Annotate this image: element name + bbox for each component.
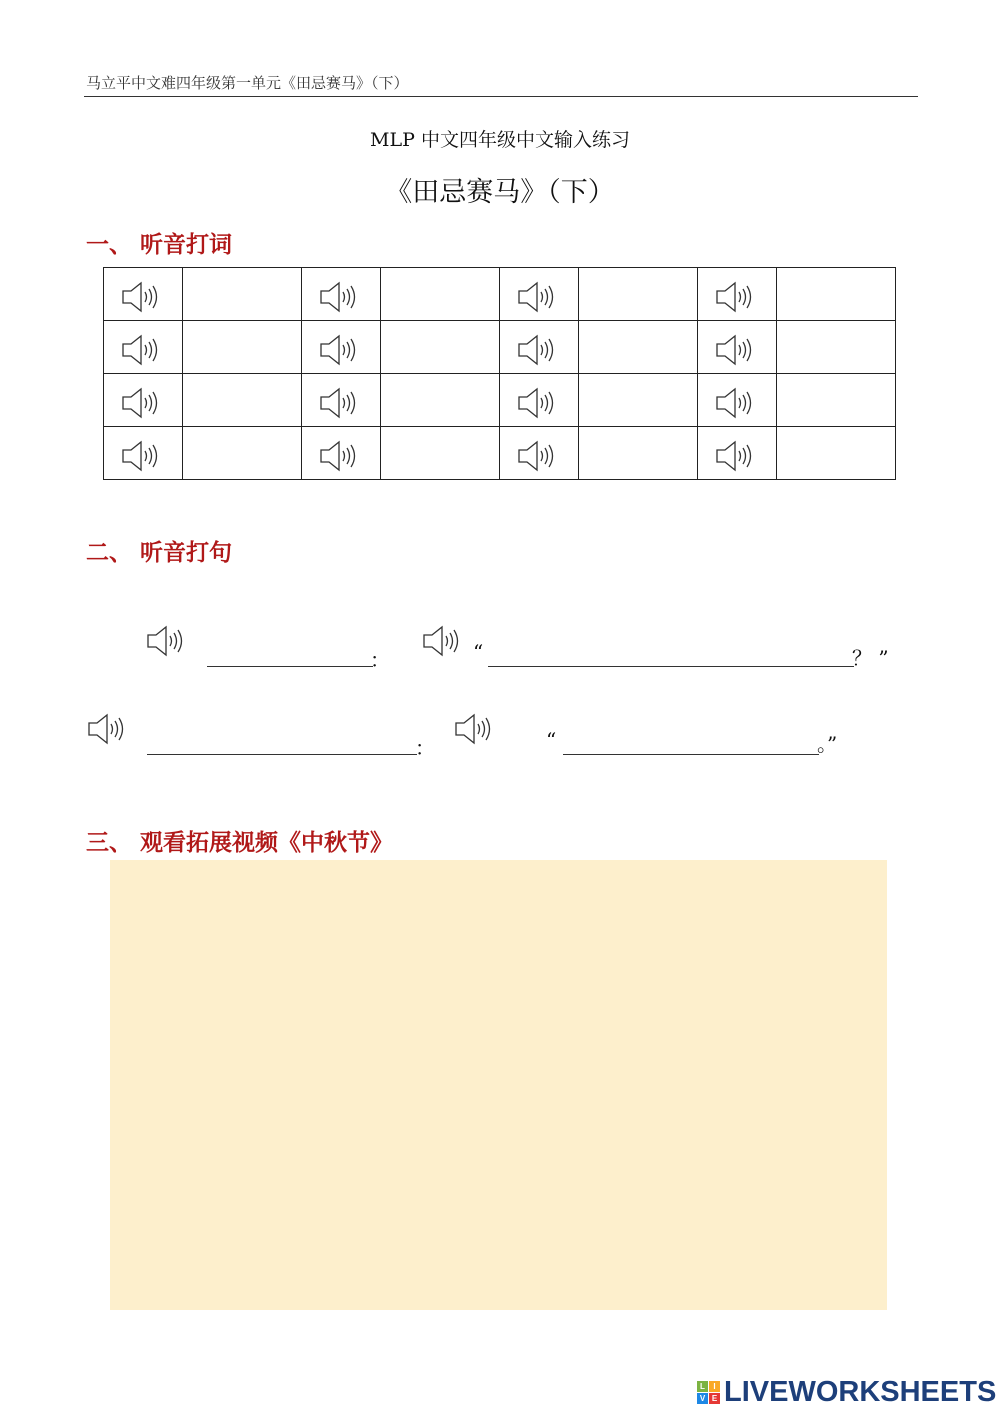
video-embed[interactable] (110, 860, 887, 1310)
word-answer-input[interactable] (381, 321, 499, 373)
word-answer-input[interactable] (579, 374, 697, 426)
page-header: 马立平中文难四年级第一单元《田忌赛马》（下） (86, 74, 409, 92)
word-answer-input[interactable] (183, 321, 301, 373)
sentence-answer-input[interactable] (207, 644, 373, 667)
answer-cell (183, 427, 302, 480)
table-row (104, 374, 896, 427)
subtitle: MLP 中文四年级中文输入练习 (370, 129, 630, 151)
speaker-icon[interactable] (318, 439, 360, 473)
word-answer-input[interactable] (579, 268, 697, 320)
speaker-cell (104, 427, 183, 480)
answer-cell (183, 374, 302, 427)
speaker-icon[interactable] (120, 439, 162, 473)
speaker-icon[interactable] (714, 386, 756, 420)
speaker-icon[interactable] (714, 280, 756, 314)
speaker-icon[interactable] (516, 386, 558, 420)
word-answer-input[interactable] (381, 374, 499, 426)
answer-cell (183, 268, 302, 321)
speaker-icon[interactable] (421, 624, 463, 658)
answer-cell (777, 321, 896, 374)
speaker-cell (698, 321, 777, 374)
answer-cell (579, 374, 698, 427)
answer-cell (183, 321, 302, 374)
word-answer-input[interactable] (579, 321, 697, 373)
speaker-icon[interactable] (516, 439, 558, 473)
page-title: 《田忌赛马》（下） (385, 177, 615, 208)
logo-text: LIVEWORKSHEETS (724, 1376, 997, 1408)
speaker-cell (104, 268, 183, 321)
speaker-icon[interactable] (714, 439, 756, 473)
header-divider (84, 96, 918, 97)
answer-cell (381, 321, 500, 374)
word-answer-input[interactable] (777, 427, 895, 479)
question-close-quote: ？ ” (852, 646, 889, 670)
table-row (104, 268, 896, 321)
sentence-answer-input[interactable] (147, 732, 417, 755)
speaker-cell (698, 427, 777, 480)
speaker-cell (500, 374, 579, 427)
colon: ： (415, 736, 435, 760)
word-answer-input[interactable] (777, 321, 895, 373)
answer-cell (777, 427, 896, 480)
speaker-icon[interactable] (516, 333, 558, 367)
speaker-cell (500, 427, 579, 480)
speaker-icon[interactable] (120, 333, 162, 367)
speaker-cell (104, 374, 183, 427)
answer-cell (381, 374, 500, 427)
table-row (104, 321, 896, 374)
speaker-icon[interactable] (145, 624, 187, 658)
speaker-icon[interactable] (714, 333, 756, 367)
answer-cell (381, 427, 500, 480)
speaker-icon[interactable] (120, 280, 162, 314)
word-answer-input[interactable] (183, 374, 301, 426)
word-answer-input[interactable] (381, 268, 499, 320)
answer-cell (579, 321, 698, 374)
answer-cell (381, 268, 500, 321)
word-answer-input[interactable] (777, 268, 895, 320)
word-answer-input[interactable] (381, 427, 499, 479)
speaker-cell (500, 268, 579, 321)
word-answer-input[interactable] (579, 427, 697, 479)
speaker-icon[interactable] (318, 333, 360, 367)
section-2-heading: 二、 听音打句 (86, 539, 233, 566)
answer-cell (579, 427, 698, 480)
period-close-quote: 。” (817, 732, 838, 756)
speaker-cell (302, 321, 381, 374)
sentence-answer-input[interactable] (488, 644, 854, 667)
answer-cell (777, 268, 896, 321)
section-3-heading: 三、 观看拓展视频《中秋节》 (86, 829, 394, 856)
speaker-icon[interactable] (120, 386, 162, 420)
speaker-icon[interactable] (86, 712, 128, 746)
liveworksheets-logo (697, 1376, 996, 1409)
speaker-cell (302, 427, 381, 480)
open-quote: “ (473, 640, 484, 664)
speaker-icon[interactable] (318, 280, 360, 314)
speaker-icon[interactable] (453, 712, 495, 746)
speaker-cell (302, 374, 381, 427)
colon: ： (370, 648, 390, 672)
table-row (104, 427, 896, 480)
speaker-cell (698, 374, 777, 427)
section-1-heading: 一、 听音打词 (86, 231, 233, 258)
speaker-icon[interactable] (318, 386, 360, 420)
open-quote: “ (546, 728, 557, 752)
word-dictation-table (103, 267, 896, 480)
answer-cell (777, 374, 896, 427)
speaker-cell (698, 268, 777, 321)
speaker-icon[interactable] (516, 280, 558, 314)
word-answer-input[interactable] (183, 427, 301, 479)
answer-cell (579, 268, 698, 321)
speaker-cell (302, 268, 381, 321)
sentence-answer-input[interactable] (563, 732, 819, 755)
speaker-cell (500, 321, 579, 374)
word-answer-input[interactable] (777, 374, 895, 426)
logo-badge: L I V E (697, 1381, 720, 1404)
word-answer-input[interactable] (183, 268, 301, 320)
speaker-cell (104, 321, 183, 374)
